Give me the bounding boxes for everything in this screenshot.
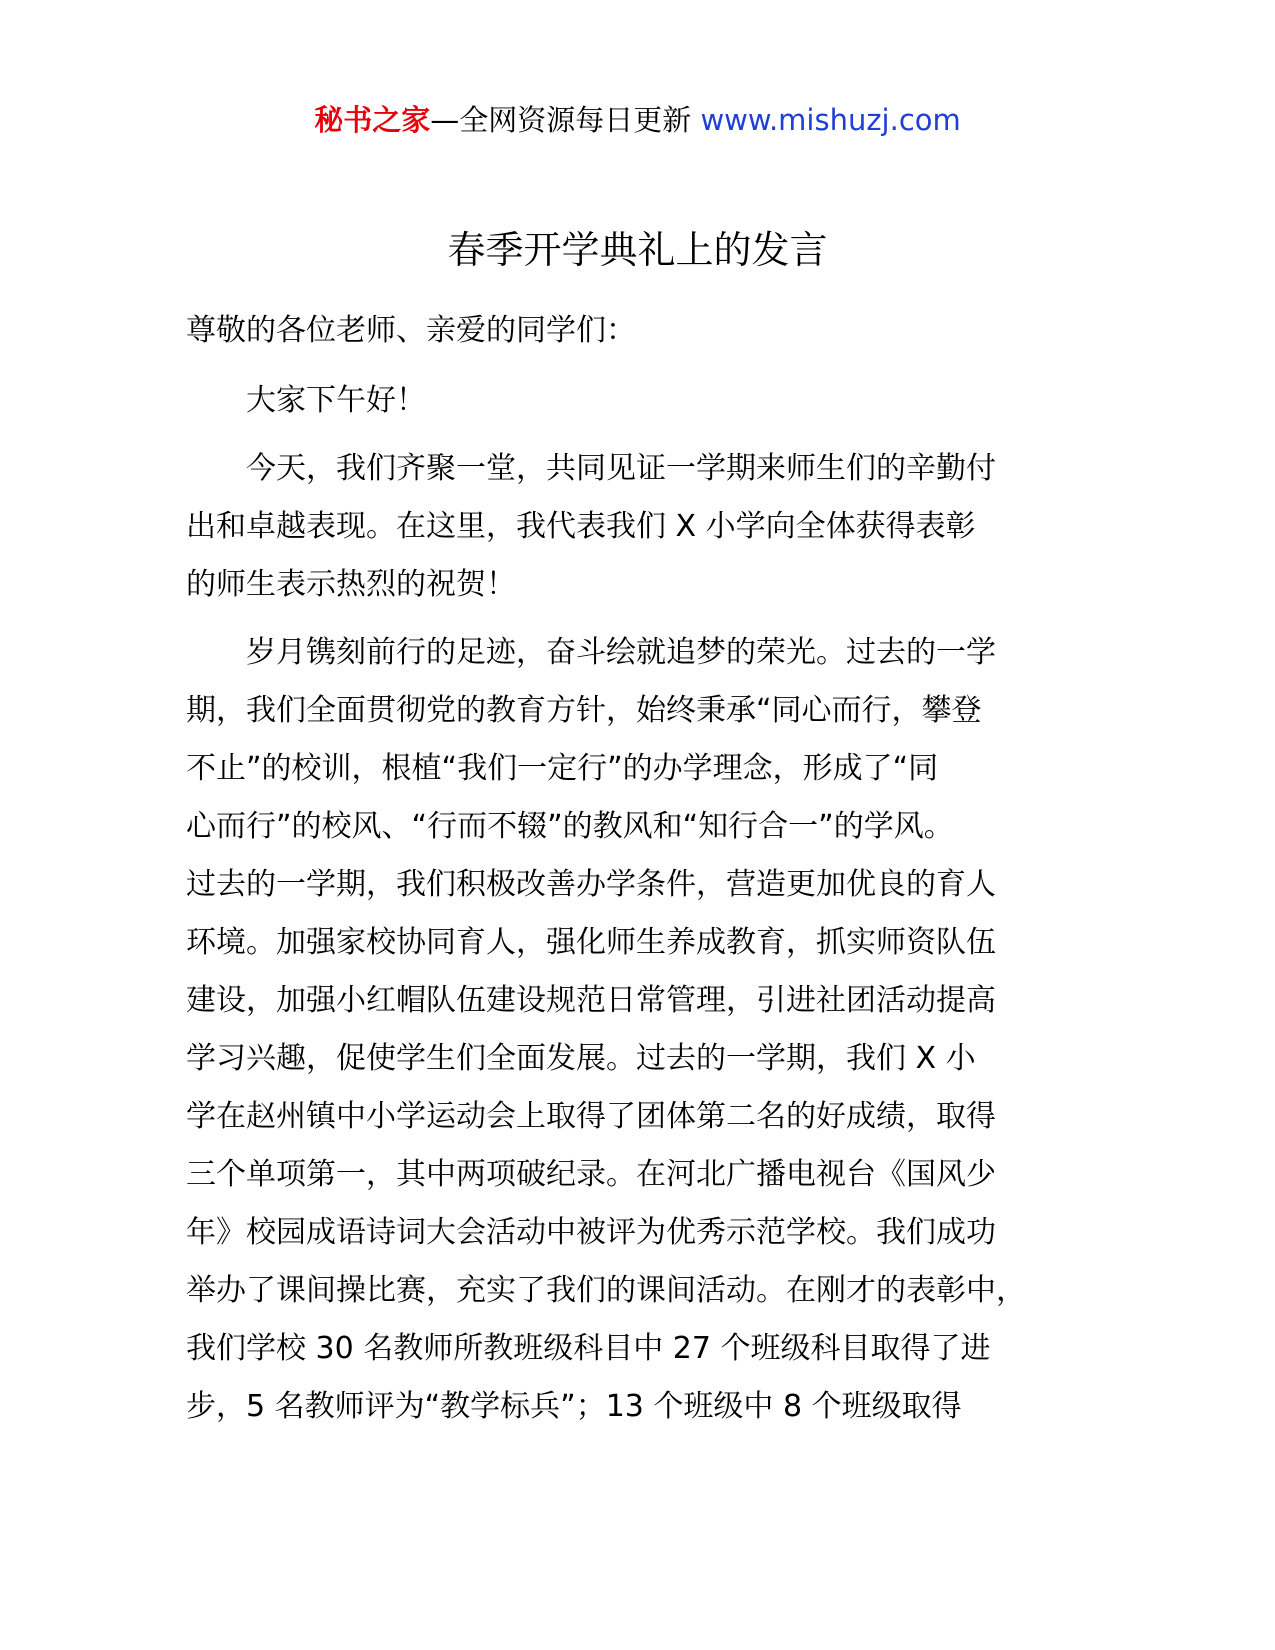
- text-line: 三个单项第一，其中两项破纪录。在河北广播电视台《国风少: [186, 1157, 996, 1192]
- text-line: 期，我们全面贯彻党的教育方针，始终秉承“同心而行，攀登: [186, 693, 982, 728]
- site-url-link[interactable]: www.mishuzj.com: [700, 103, 961, 137]
- text-line: 今天，我们齐聚一堂，共同见证一学期来师生们的辛勤付: [246, 451, 996, 486]
- text-line: 我们学校 30 名教师所教班级科目中 27 个班级科目取得了进: [186, 1331, 991, 1366]
- paragraph-congratulations: [186, 440, 1106, 614]
- salutation: 尊敬的各位老师、亲爱的同学们：: [186, 313, 636, 348]
- greeting-paragraph: [186, 372, 1106, 430]
- text-line: 建设，加强小红帽队伍建设规范日常管理，引进社团活动提高: [186, 983, 996, 1018]
- site-header: [0, 100, 1275, 140]
- text-line: 学在赵州镇中小学运动会上取得了团体第二名的好成绩，取得: [186, 1099, 996, 1134]
- document-body: [186, 302, 1106, 1446]
- paragraph-achievements: [186, 624, 1106, 1436]
- text-line: 年》校园成语诗词大会活动中被评为优秀示范学校。我们成功: [186, 1215, 996, 1250]
- text-line: 举办了课间操比赛，充实了我们的课间活动。在刚才的表彰中，: [186, 1273, 1026, 1308]
- text-line: 的师生表示热烈的祝贺！: [186, 567, 516, 602]
- document-title: 春季开学典礼上的发言: [447, 228, 828, 272]
- text-line: 环境。加强家校协同育人，强化师生养成教育，抓实师资队伍: [186, 925, 996, 960]
- text-line: 出和卓越表现。在这里，我代表我们 X 小学向全体获得表彰: [186, 509, 976, 544]
- text-line: 不止”的校训，根植“我们一定行”的办学理念，形成了“同: [186, 751, 939, 786]
- brand-name: 秘书之家: [314, 103, 431, 137]
- text-line: 过去的一学期，我们积极改善办学条件，营造更加优良的育人: [186, 867, 996, 902]
- text-line: 步，5 名教师评为“教学标兵”；13 个班级中 8 个班级取得: [186, 1389, 962, 1424]
- text-line: 心而行”的校风、“行而不辍”的教风和“知行合一”的学风。: [186, 809, 954, 844]
- text-line: 学习兴趣，促使学生们全面发展。过去的一学期，我们 X 小: [186, 1041, 976, 1076]
- greeting-line: 大家下午好！: [246, 383, 426, 418]
- text-line: 岁月镌刻前行的足迹，奋斗绘就追梦的荣光。过去的一学: [246, 635, 996, 670]
- header-tagline: —全网资源每日更新: [430, 103, 701, 137]
